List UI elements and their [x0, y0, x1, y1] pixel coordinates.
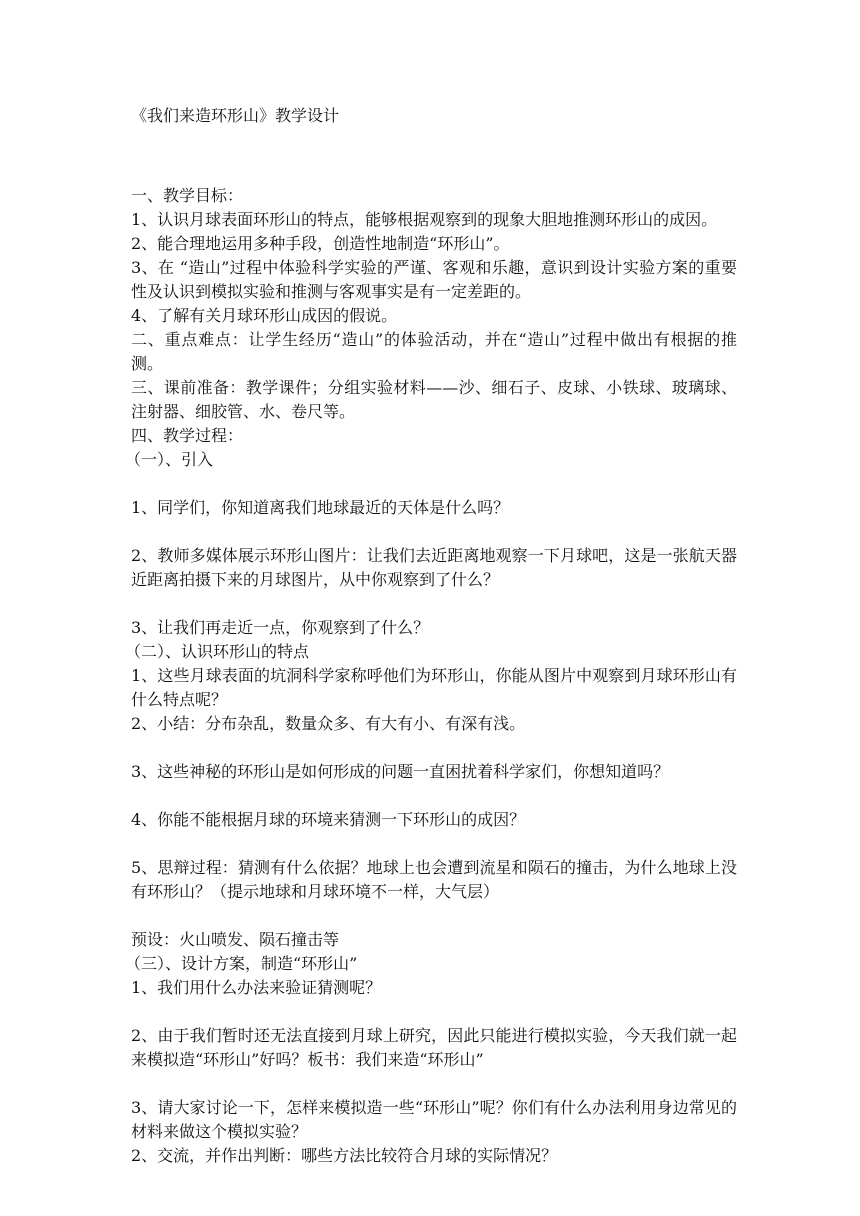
features-step-4: 4、你能不能根据月球的环境来猜测一下环形山的成因？	[131, 810, 526, 829]
features-step-3: 3、这些神秘的环形山是如何形成的问题一直困扰着科学家们，你想知道吗？	[131, 762, 670, 781]
objective-3: 3、在 “造山”过程中体验科学实验的严谨、客观和乐趣，意识到设计实验方案的重要性及认识到模拟实验和推测与客观事实是有一定差距的。	[131, 258, 737, 301]
document-title: 《我们来造环形山》教学设计	[131, 106, 340, 125]
intro-step-2: 2、教师多媒体展示环形山图片：让我们去近距离地观察一下月球吧，这是一张航天器近距离拍摄下来的月球图片，从中你观察到了什么？	[131, 546, 737, 589]
section-preparation: 三、课前准备：教学课件；分组实验材料——沙、细石子、皮球、小铁球、玻璃球、注射器、细胶管、水、卷尺等。	[131, 378, 737, 421]
design-step-4: 2、交流，并作出判断：哪些方法比较符合月球的实际情况？	[131, 1146, 558, 1165]
features-step-5: 5、思辩过程：猜测有什么依据？地球上也会遭到流星和陨石的撞击，为什么地球上没有环形山？（提示地球和月球环境不一样，大气层）	[131, 858, 737, 901]
subsection-intro: （一）、引入	[125, 450, 214, 469]
design-step-1: 1、我们用什么办法来验证猜测呢？	[131, 978, 382, 997]
subsection-features: （二）、认识环形山的特点	[125, 642, 310, 661]
features-step-1: 1、这些月球表面的坑洞科学家称呼他们为环形山，你能从图片中观察到月球环形山有什么特点呢？	[131, 666, 737, 709]
objective-2: 2、能合理地运用多种手段，创造性地制造“环形山”。	[131, 234, 510, 253]
intro-step-1: 1、同学们，你知道离我们地球最近的天体是什么吗？	[131, 498, 510, 517]
presupposition: 预设：火山喷发、陨石撞击等	[131, 930, 340, 949]
design-step-2: 2、由于我们暂时还无法直接到月球上研究，因此只能进行模拟实验，今天我们就一起来模拟造“环形山”好吗？板书：我们来造“环形山”	[131, 1026, 737, 1069]
section-heading-process: 四、教学过程：	[131, 426, 244, 445]
features-step-2: 2、小结：分布杂乱，数量众多、有大有小、有深有浅。	[131, 714, 526, 733]
objective-1: 1、认识月球表面环形山的特点，能够根据观察到的现象大胆地推测环形山的成因。	[131, 210, 718, 229]
design-step-3: 3、请大家讨论一下，怎样来模拟造一些“环形山”呢？你们有什么办法利用身边常见的材料来做这个模拟实验？	[131, 1098, 737, 1141]
section-heading-objectives: 一、教学目标：	[131, 186, 244, 205]
section-key-points: 二、重点难点：让学生经历“造山”的体验活动，并在“造山”过程中做出有根据的推测。	[131, 330, 737, 373]
objective-4: 4、了解有关月球环形山成因的假说。	[131, 306, 398, 325]
intro-step-3: 3、让我们再走近一点，你观察到了什么？	[131, 618, 430, 637]
subsection-design: （三）、设计方案，制造“环形山”	[125, 954, 358, 973]
document-page	[125, 104, 737, 1168]
